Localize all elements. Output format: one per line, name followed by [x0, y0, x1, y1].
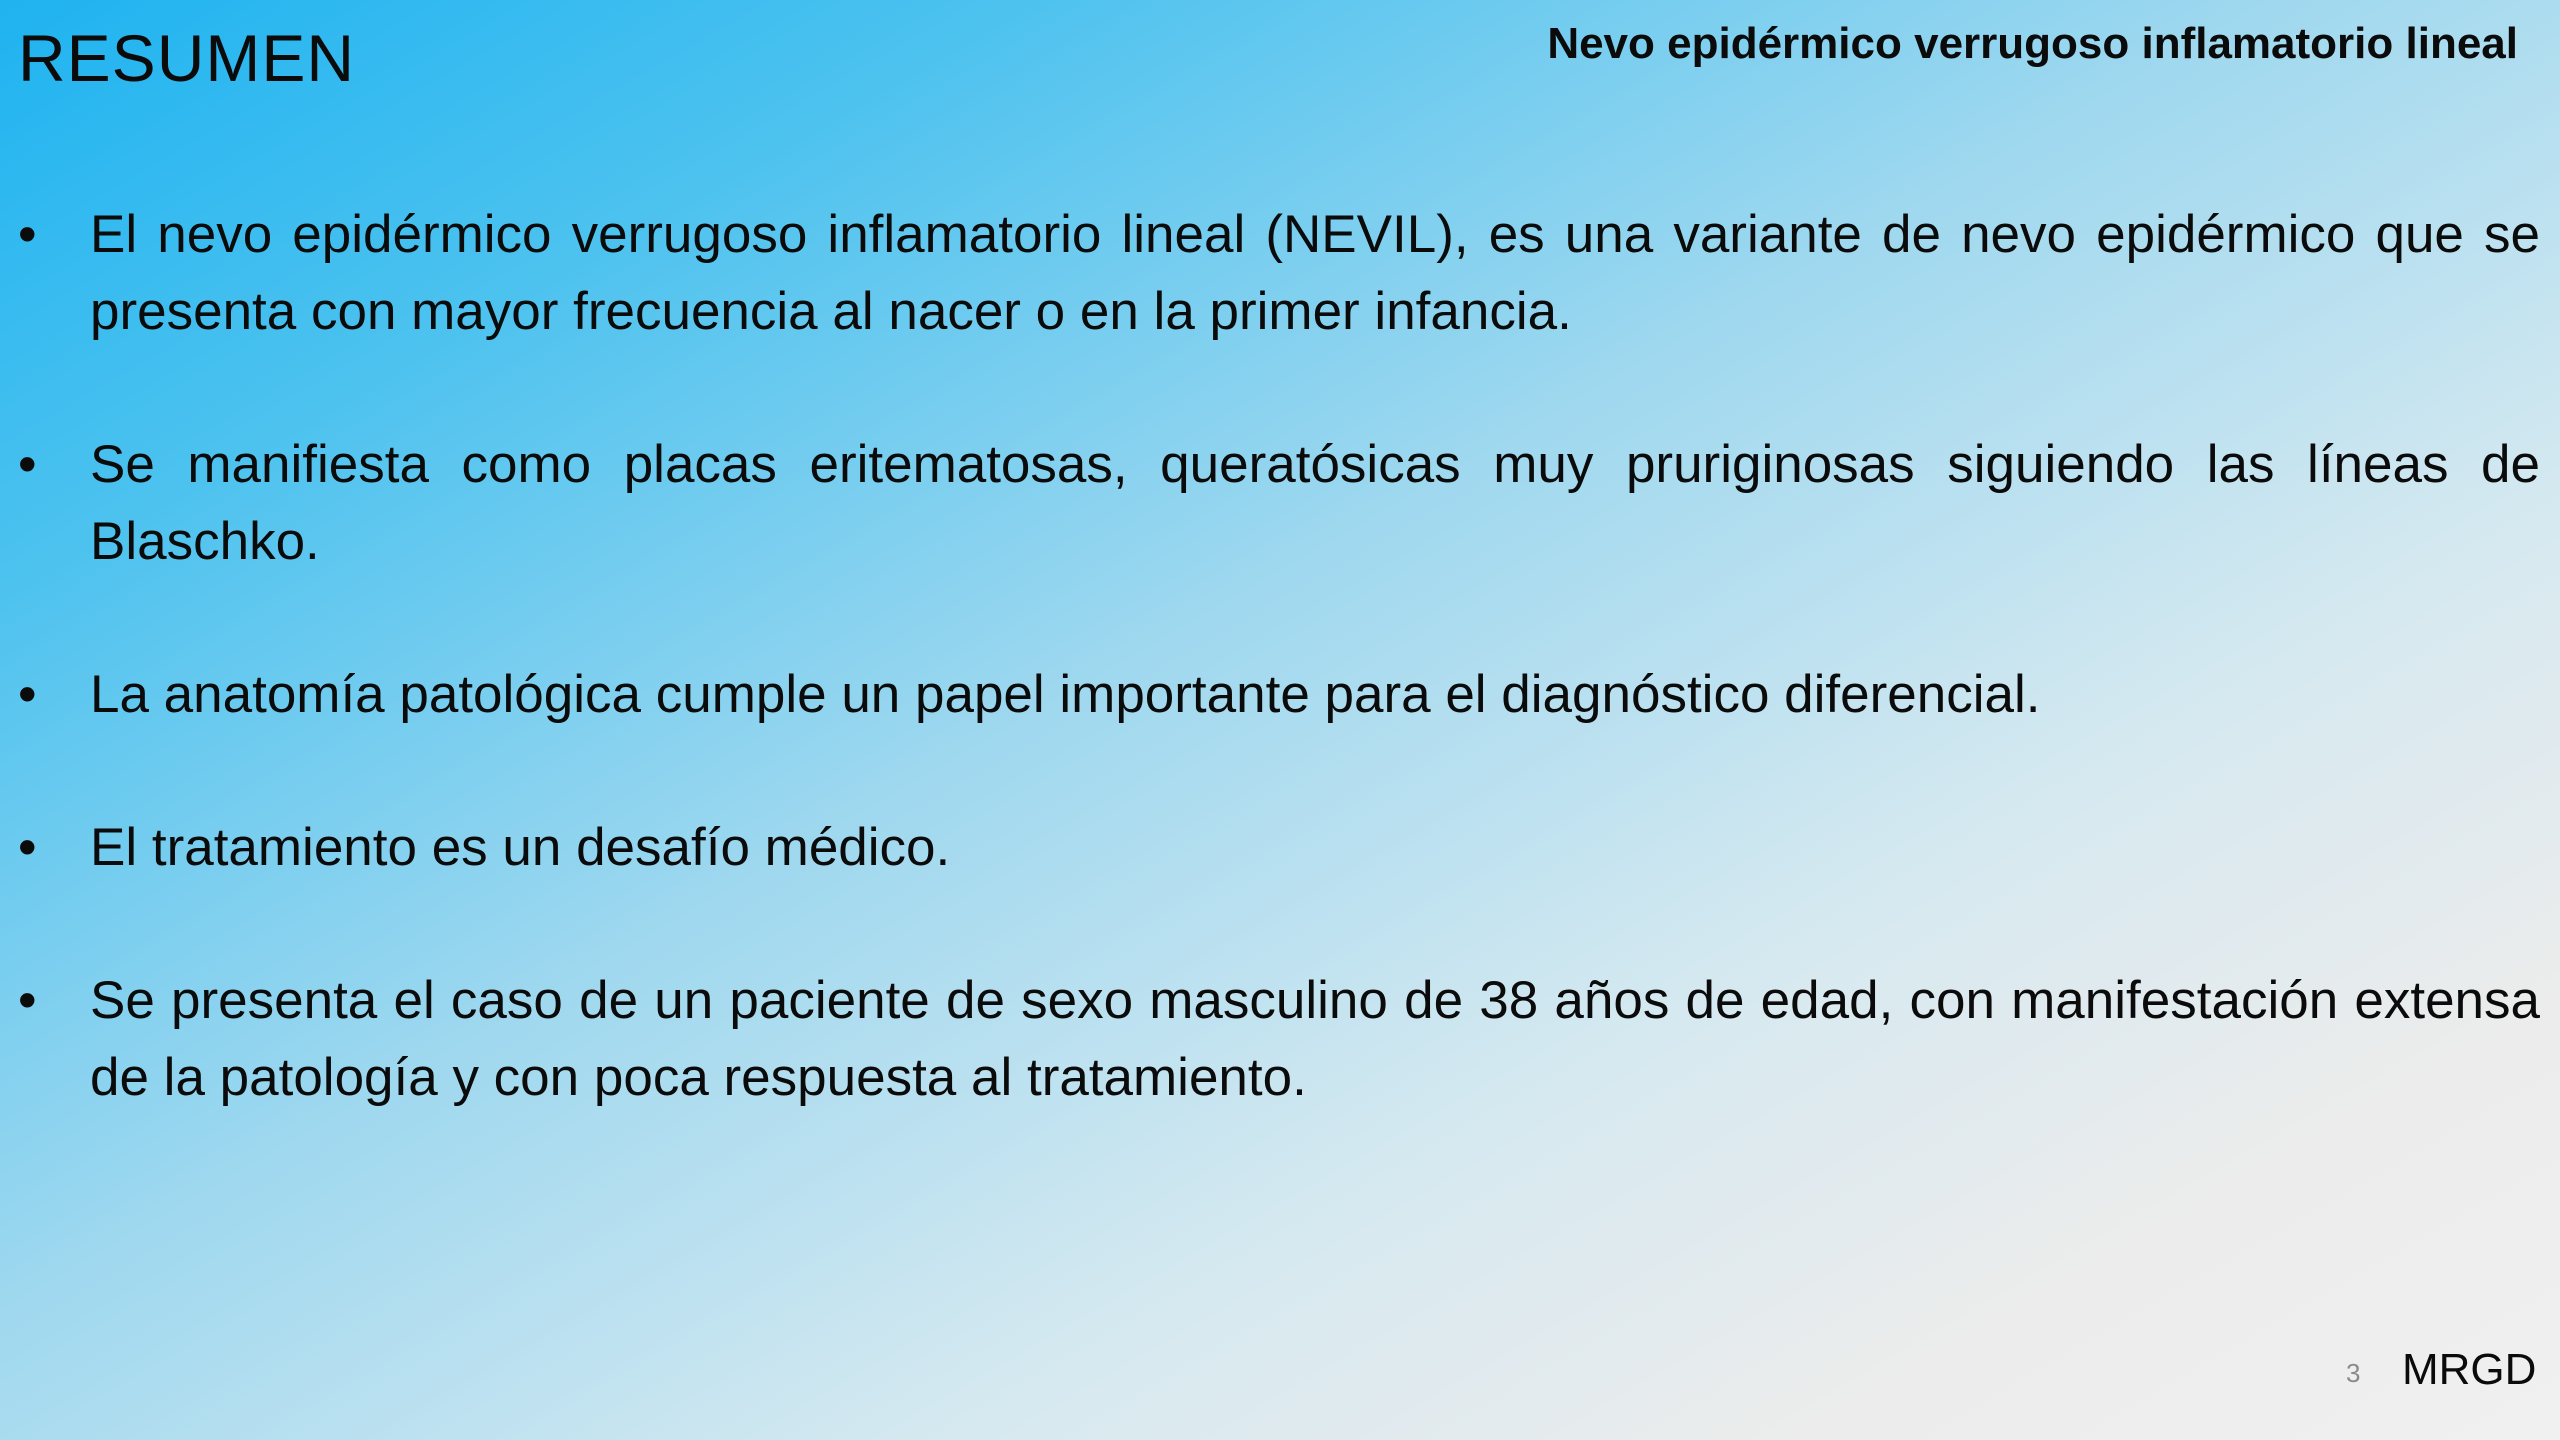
bullet-text: La anatomía patológica cumple un papel importante para el diagnóstico diferencial.: [90, 665, 2041, 724]
bullet-icon: •: [18, 665, 37, 724]
author-initials: MRGD: [2402, 1345, 2537, 1394]
bullet-text: El nevo epidérmico verrugoso inflamatorio lineal (NEVIL), es una variante de nevo epidérmico que se presenta con mayor frecuencia al nacer o en la primer infancia.: [90, 205, 2540, 341]
slide-subtitle: Nevo epidérmico verrugoso inflamatorio lineal: [1547, 19, 2518, 68]
bullet-list: [0, 196, 2540, 1116]
bullet-icon: •: [18, 971, 37, 1030]
slide-title: RESUMEN: [18, 21, 356, 95]
bullet-item: [0, 426, 2540, 580]
bullet-icon: •: [18, 435, 37, 494]
bullet-icon: •: [18, 205, 37, 264]
bullet-item: [0, 962, 2540, 1116]
bullet-icon: •: [18, 818, 37, 877]
bullet-text: Se manifiesta como placas eritematosas, queratósicas muy pruriginosas siguiendo las líneas de Blaschko.: [90, 435, 2540, 571]
bullet-item: [0, 656, 2540, 733]
page-number: 3: [2346, 1358, 2361, 1388]
bullet-item: [0, 196, 2540, 350]
bullet-item: [0, 809, 2540, 886]
bullet-text: El tratamiento es un desafío médico.: [90, 818, 951, 877]
bullet-text: Se presenta el caso de un paciente de sexo masculino de 38 años de edad, con manifestación extensa de la patología y con poca respuesta al tratamiento.: [90, 971, 2540, 1107]
